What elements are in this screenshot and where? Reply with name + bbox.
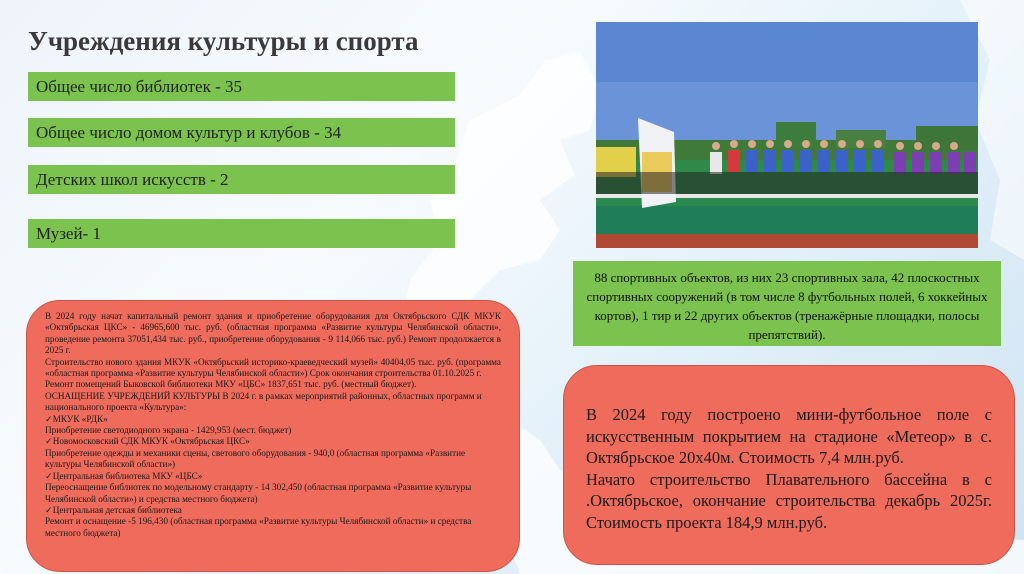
report-line: В 2024 году начат капитальный ремонт здания и приобретение оборудования для Октябрьского СДК МКУК «Октябрьская ЦКС» - 46965,600 тыс. руб. (областная программа «Развитие культуры Челябинской области», проведение ремонта 37051,434 тыс. руб., приобретение оборудования - 9 114,066 тыс. руб.) Ремонт продолжается в 2025 г. (45, 311, 501, 356)
report-line: Ремонт помещений Быковской библиотеки МКУ «ЦБС» 1837,651 тыс. руб. (местный бюджет). (45, 379, 417, 390)
report-line: Приобретение светодиодного экрана - 1429,953 (мест. бюджет) (45, 425, 292, 436)
report-line: ✓МКУК «РДК» (45, 413, 108, 424)
sport-report-line: В 2024 году построено мини-футбольное поле с искусственным покрытием на стадионе «Метеор» в с. Октябрьское 20х40м. Стоимость 7,4 млн.руб. (586, 405, 992, 467)
page-title: Учреждения культуры и спорта (28, 26, 419, 56)
report-line: ✓Центральная детская библиотека (45, 504, 182, 515)
sports-facilities-info: 88 спортивных объектов, из них 23 спортивных зала, 42 плоскостных спортивных сооружений (в том числе 8 футбольных полей, 6 хоккейных кортов), 1 тир и 22 других объектов (тренажёрные площадки, полосы препятствий). (573, 261, 1001, 346)
culture-report-box (26, 300, 520, 572)
sport-report-box (563, 365, 1015, 565)
sport-report-line: Начато строительство Плавательного бассейна в с .Октябрьское, окончание строительства декабрь 2025г. Стоимость проекта 184,9 млн.руб. (586, 469, 992, 532)
report-line: Строительство нового здания МКУК «Октябрьский историко-краеведческий музей» 40404,05 тыс. руб. (программа «областная программа «Развитие культуры Челябинской области») Срок окончания строительства 01.10.2025 г. (45, 356, 501, 379)
stat-libraries: Общее число библиотек - 35 (28, 72, 455, 101)
sports-team-photo (596, 22, 978, 248)
report-line: Приобретение одежды и механики сцены, светового оборудования - 940,0 (областная программа «Развитие культуры Челябинской области») (45, 447, 466, 470)
report-line: ✓Новомосковский СДК МКУК «Октябрьская ЦКС» (45, 436, 250, 447)
stat-culture-houses: Общее число домом культур и клубов - 34 (28, 118, 455, 147)
report-line: Переоснащение библиотек по модельному стандарту - 14 302,450 (областная программа «Развитие культуры Челябинской области») и средства местного бюджета) (45, 482, 472, 504)
stat-museums: Музей- 1 (28, 219, 455, 248)
report-line: ✓Центральная библиотека МКУ «ЦБС» (45, 470, 203, 481)
report-line: ОСНАЩЕНИЕ УЧРЕЖДЕНИЙ КУЛЬТУРЫ В 2024 г. в рамках мероприятий районных, областных программ и национального проекта «Культура»: (45, 390, 482, 413)
report-line: Ремонт и оснащение -5 196,430 (областная программа «Развитие культуры Челябинской области» и средства местного бюджета) (45, 516, 472, 538)
stat-art-schools: Детских школ искусств - 2 (28, 165, 455, 194)
